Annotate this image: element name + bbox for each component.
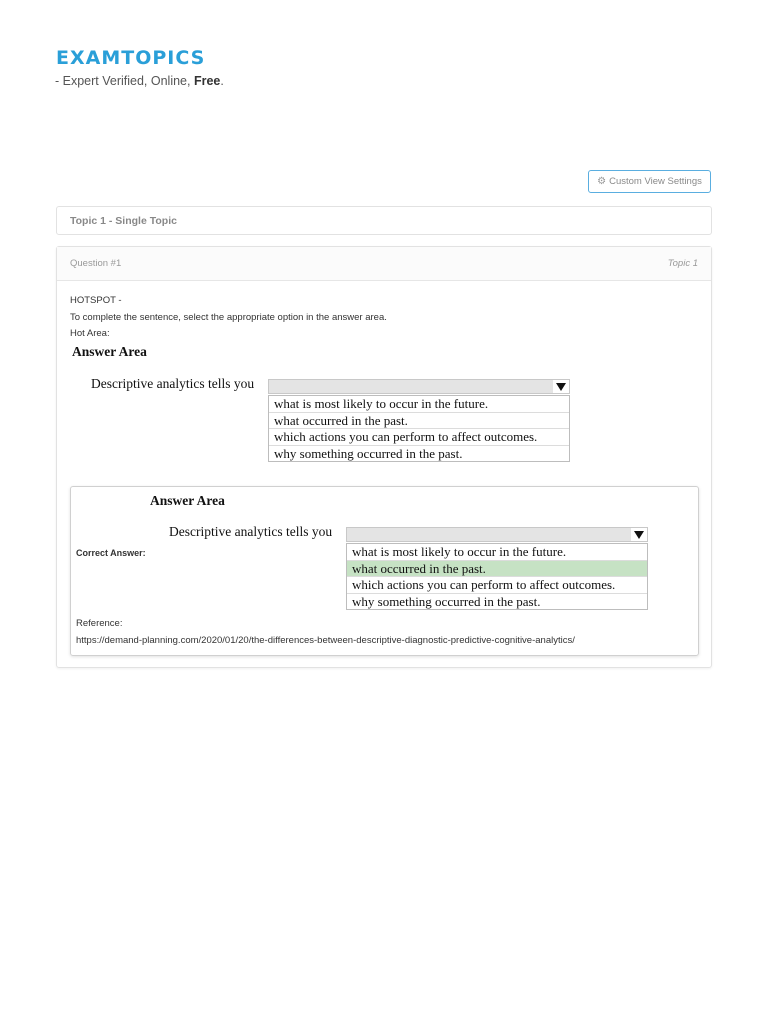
dropdown-arrow-icon[interactable] bbox=[553, 380, 569, 393]
option-item[interactable]: what occurred in the past. bbox=[269, 413, 569, 430]
question-prompt: Descriptive analytics tells you bbox=[91, 376, 255, 391]
correct-answer-box bbox=[70, 486, 699, 656]
tagline-bold: Free bbox=[193, 74, 221, 88]
tagline-prefix: - Expert Verified, Online, bbox=[55, 74, 194, 88]
answer-area-title: Answer Area bbox=[150, 493, 225, 508]
option-item[interactable]: which actions you can perform to affect outcomes. bbox=[269, 429, 569, 446]
option-item-selected: what occurred in the past. bbox=[347, 561, 647, 578]
correct-answer-label: Correct Answer: bbox=[76, 548, 146, 558]
answer-dropdown bbox=[346, 527, 648, 542]
examtopics-logo[interactable] bbox=[56, 47, 205, 69]
answer-area-title: Answer Area bbox=[72, 344, 147, 359]
option-item: what is most likely to occur in the future. bbox=[347, 544, 647, 561]
answer-options bbox=[346, 543, 648, 610]
question-instruction: To complete the sentence, select the appropriate option in the answer area. bbox=[70, 312, 387, 323]
question-number: Question #1 bbox=[70, 258, 122, 269]
question-card bbox=[56, 246, 712, 668]
question-topic: Topic 1 bbox=[667, 258, 698, 269]
hot-area-label: Hot Area: bbox=[70, 328, 110, 339]
logo-text: EXAMTOPICS bbox=[56, 47, 206, 69]
gear-icon: ⚙ bbox=[597, 176, 607, 187]
answer-prompt: Descriptive analytics tells you bbox=[169, 524, 333, 539]
option-item: why something occurred in the past. bbox=[352, 593, 541, 609]
option-item: which actions you can perform to affect outcomes. bbox=[347, 577, 647, 594]
answer-options bbox=[268, 395, 570, 462]
custom-view-settings-label: Custom View Settings bbox=[609, 176, 702, 187]
question-type: HOTSPOT - bbox=[70, 295, 122, 306]
reference-link[interactable]: https://demand-planning.com/2020/01/20/the-differences-between-descriptive-diagnostic-predictive-cognitive-analytics/ bbox=[76, 635, 575, 646]
topic-header bbox=[56, 206, 712, 235]
dropdown-arrow-icon bbox=[631, 528, 647, 541]
reference-label: Reference: bbox=[76, 618, 123, 629]
topic-title: Topic 1 - Single Topic bbox=[70, 214, 177, 227]
option-item[interactable]: why something occurred in the past. bbox=[274, 445, 463, 461]
custom-view-settings-button[interactable] bbox=[588, 170, 711, 193]
question-header bbox=[57, 247, 711, 281]
tagline bbox=[55, 74, 224, 88]
option-item[interactable]: what is most likely to occur in the future. bbox=[269, 396, 569, 413]
tagline-suffix: . bbox=[220, 74, 224, 88]
answer-dropdown[interactable] bbox=[268, 379, 570, 394]
